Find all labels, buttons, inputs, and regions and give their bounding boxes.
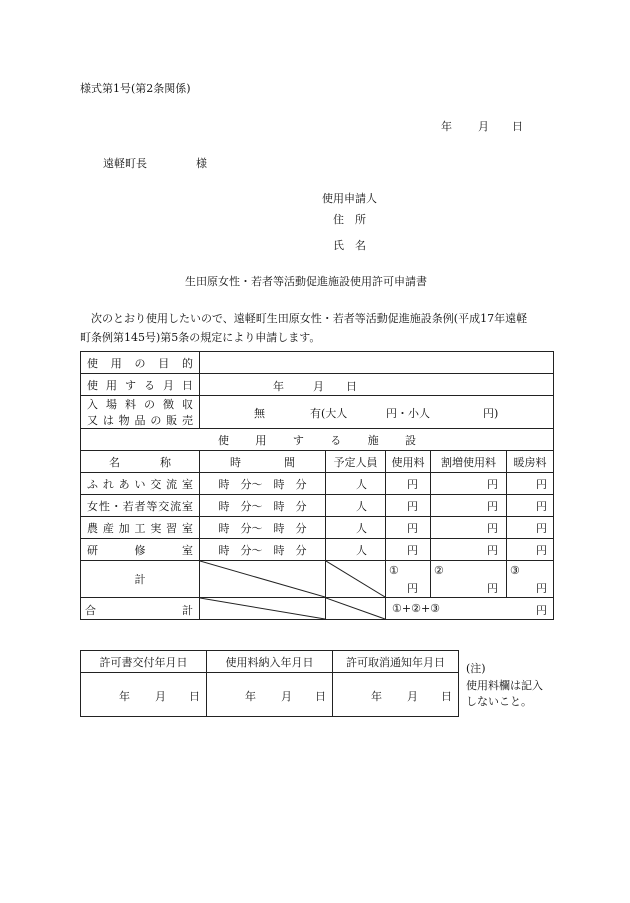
people-field[interactable]: 人	[326, 473, 386, 495]
total-people-blank	[326, 598, 386, 620]
body-text-line1: 次のとおり使用したいので、遠軽町生田原女性・若者等活動促進施設条例(平成17年遠軽	[91, 312, 528, 325]
total-row	[81, 598, 554, 620]
room-name: ふれあい交流室	[81, 473, 200, 495]
applicant-label: 使用申請人	[322, 192, 377, 205]
total-time-blank	[200, 598, 326, 620]
purpose-field[interactable]	[200, 352, 554, 374]
extra-fee-field: 円	[431, 517, 507, 539]
table-row	[81, 539, 554, 561]
use-date-field[interactable]: 年 月 日	[200, 374, 554, 396]
time-field[interactable]: 時 分〜 時 分	[200, 495, 326, 517]
extra-fee-field: 円	[431, 473, 507, 495]
date-year: 年	[441, 120, 452, 133]
date-month: 月	[478, 120, 489, 133]
permit-issue-date-field: 年 月 日	[81, 673, 207, 717]
extra-fee-field: 円	[431, 539, 507, 561]
applicant-name: 氏 名	[333, 239, 366, 252]
grand-total: ①+②+③ 円	[386, 598, 554, 620]
permit-issue-date-header: 許可書交付年月日	[81, 651, 207, 673]
form-title: 生田原女性・若者等活動促進施設使用許可申請書	[185, 275, 427, 288]
applicant-address: 住 所	[333, 213, 366, 226]
time-field[interactable]: 時 分〜 時 分	[200, 539, 326, 561]
subtotal-extra-fee: ② 円	[431, 561, 507, 598]
fee-field: 円	[386, 517, 431, 539]
purpose-label: 使用の目的	[81, 352, 200, 374]
subtotal-people-blank	[326, 561, 386, 598]
fee-sales-field[interactable]: 無 有(大人 円・小人 円)	[200, 396, 554, 429]
subtotal-row	[81, 561, 554, 598]
col-heating: 暖房料	[507, 451, 554, 473]
room-name: 女性・若者等交流室	[81, 495, 200, 517]
heating-fee-field: 円	[507, 473, 554, 495]
col-name: 名称	[81, 451, 200, 473]
heating-fee-field: 円	[507, 539, 554, 561]
application-table	[80, 351, 554, 620]
office-use-table	[80, 650, 459, 717]
diagonal-line	[326, 561, 385, 597]
subtotal-heating: ③ 円	[507, 561, 554, 598]
body-text-line2: 町条例第145号)第5条の規定により申請します。	[80, 331, 321, 344]
room-name: 農産加工実習室	[81, 517, 200, 539]
note-label: (注)	[466, 662, 486, 675]
total-label: 合 計	[81, 598, 200, 620]
time-field[interactable]: 時 分〜 時 分	[200, 517, 326, 539]
fee-sales-label: 入場料の徴収 又は物品の販売	[81, 396, 200, 429]
diagonal-line	[326, 598, 385, 619]
table-row	[81, 473, 554, 495]
people-field[interactable]: 人	[326, 517, 386, 539]
fee-field: 円	[386, 473, 431, 495]
permit-cancel-date-header: 許可取消通知年月日	[333, 651, 459, 673]
extra-fee-field: 円	[431, 495, 507, 517]
subtotal-fee: ① 円	[386, 561, 431, 598]
facility-header: 使用する施設	[81, 429, 554, 451]
table-row	[81, 517, 554, 539]
addressee-honorific: 様	[196, 157, 207, 170]
subtotal-time-blank	[200, 561, 326, 598]
note-line1: 使用料欄は記入	[466, 679, 543, 692]
diagonal-line	[200, 598, 325, 619]
fee-field: 円	[386, 539, 431, 561]
col-extra-fee: 割増使用料	[431, 451, 507, 473]
form-number: 様式第1号(第2条関係)	[80, 82, 191, 95]
note-line2: しないこと。	[466, 695, 532, 708]
room-name: 研修室	[81, 539, 200, 561]
permit-cancel-date-field: 年 月 日	[333, 673, 459, 717]
table-row	[81, 495, 554, 517]
people-field[interactable]: 人	[326, 495, 386, 517]
date-day: 日	[512, 120, 523, 133]
col-people: 予定人員	[326, 451, 386, 473]
heating-fee-field: 円	[507, 495, 554, 517]
col-fee: 使用料	[386, 451, 431, 473]
heating-fee-field: 円	[507, 517, 554, 539]
people-field[interactable]: 人	[326, 539, 386, 561]
diagonal-line	[200, 561, 325, 597]
time-field[interactable]: 時 分〜 時 分	[200, 473, 326, 495]
addressee-name: 遠軽町長	[103, 157, 147, 170]
col-time: 時間	[200, 451, 326, 473]
date-label: 使用する月日	[81, 374, 200, 396]
fee-field: 円	[386, 495, 431, 517]
subtotal-label: 計	[81, 561, 200, 598]
fee-payment-date-header: 使用料納入年月日	[207, 651, 333, 673]
fee-payment-date-field: 年 月 日	[207, 673, 333, 717]
